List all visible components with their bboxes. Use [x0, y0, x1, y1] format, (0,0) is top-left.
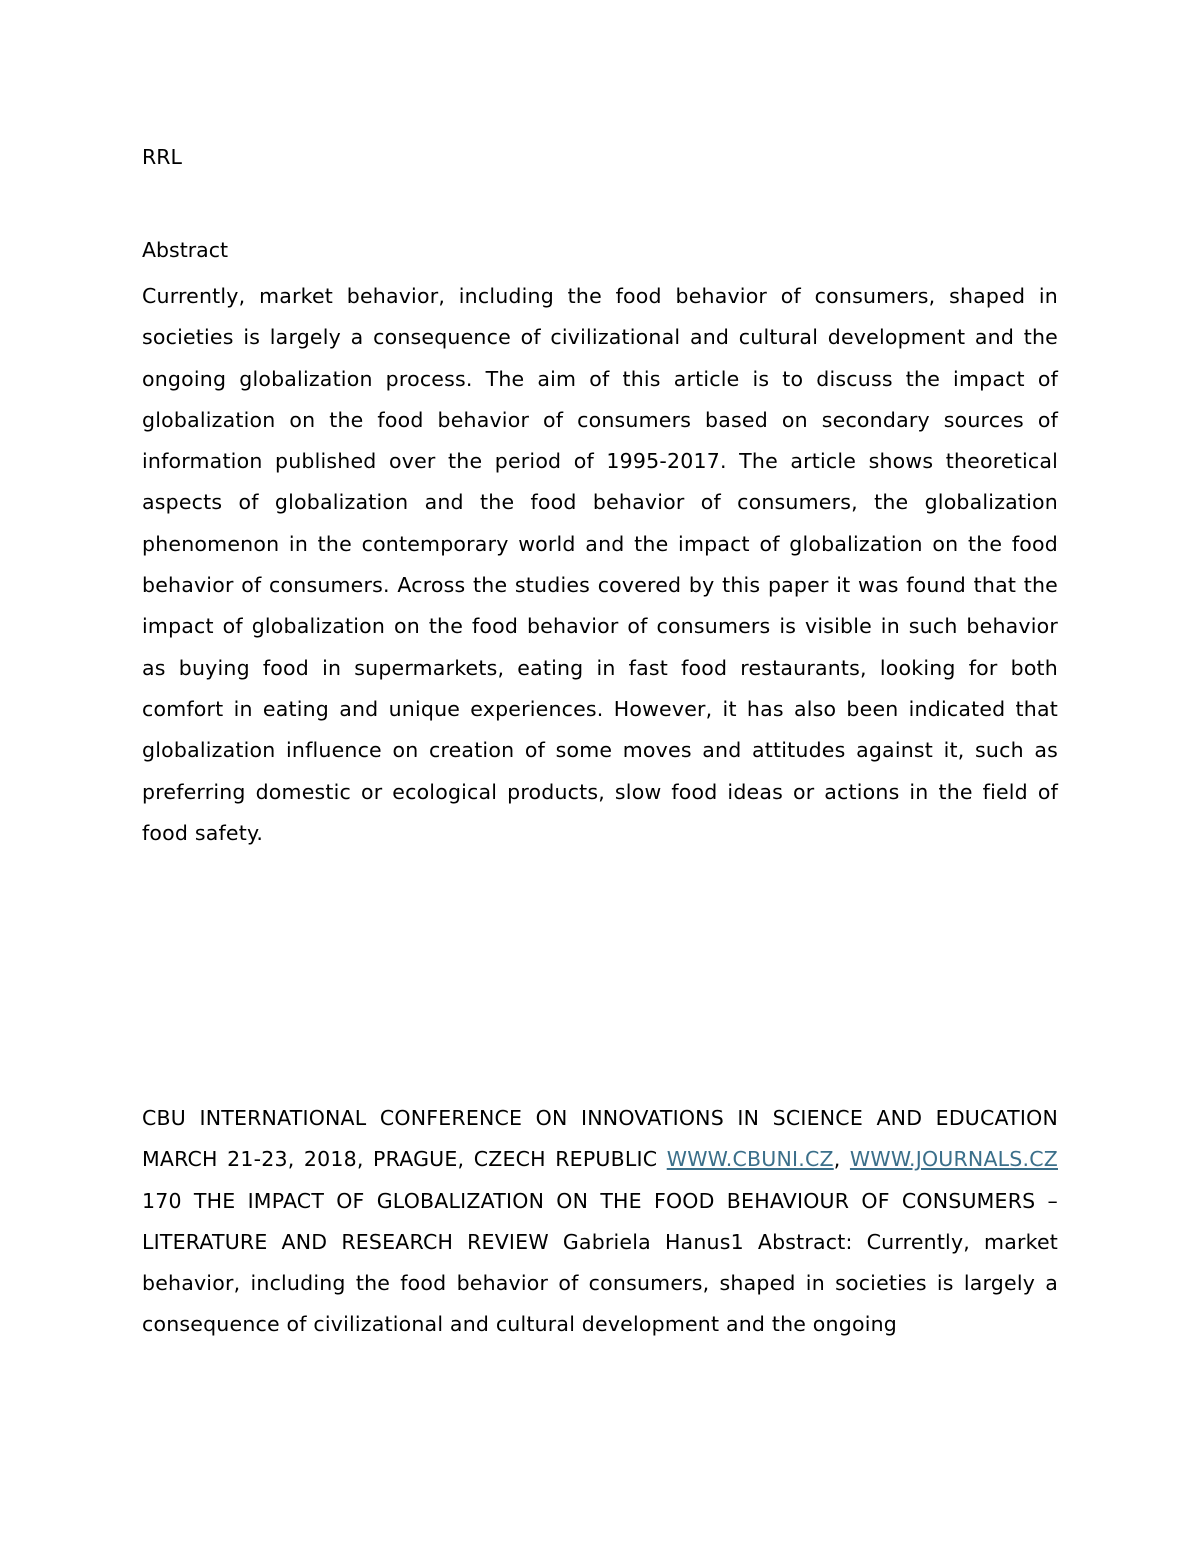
document-title: RRL	[142, 145, 182, 169]
reference-paragraph	[142, 1098, 1058, 1346]
abstract-paragraph: Currently, market behavior, including the food behavior of consumers, shaped in societies is largely a consequence of civilizational and cultural development and the ongoing globalization process. The aim of this article is to discuss the impact of globalization on the food behavior of consumers based on secondary sources of information published over the period of 1995-2017. The article shows theoretical aspects of globalization and the food behavior of consumers, the globalization phenomenon in the contemporary world and the impact of globalization on the food behavior of consumers. Across the studies covered by this paper it was found that the impact of globalization on the food behavior of consumers is visible in such behavior as buying food in supermarkets, eating in fast food restaurants, looking for both comfort in eating and unique experiences. However, it has also been indicated that globalization influence on creation of some moves and attitudes against it, such as preferring domestic or ecological products, slow food ideas or actions in the field of food safety.	[142, 284, 1058, 845]
reference-continuation-text: 170 THE IMPACT OF GLOBALIZATION ON THE FOOD BEHAVIOUR OF CONSUMERS – LITERATURE AND RESEARCH REVIEW Gabriela Hanus1 Abstract: Currently, market behavior, including the food behavior of consumers, shaped in societies is largely a consequence of civilizational and cultural development and the ongoing	[142, 1188, 1058, 1337]
reference-intro-text: CBU INTERNATIONAL CONFERENCE ON INNOVATIONS IN SCIENCE AND EDUCATION MARCH 21-23, 2018, PRAGUE, CZECH REPUBLIC	[142, 1106, 1058, 1172]
abstract-heading: Abstract	[142, 238, 229, 262]
journals-link[interactable]: WWW.JOURNALS.CZ	[849, 1147, 1058, 1172]
cbuni-link[interactable]: WWW.CBUNI.CZ	[666, 1147, 834, 1172]
reference-separator: ,	[833, 1147, 850, 1172]
